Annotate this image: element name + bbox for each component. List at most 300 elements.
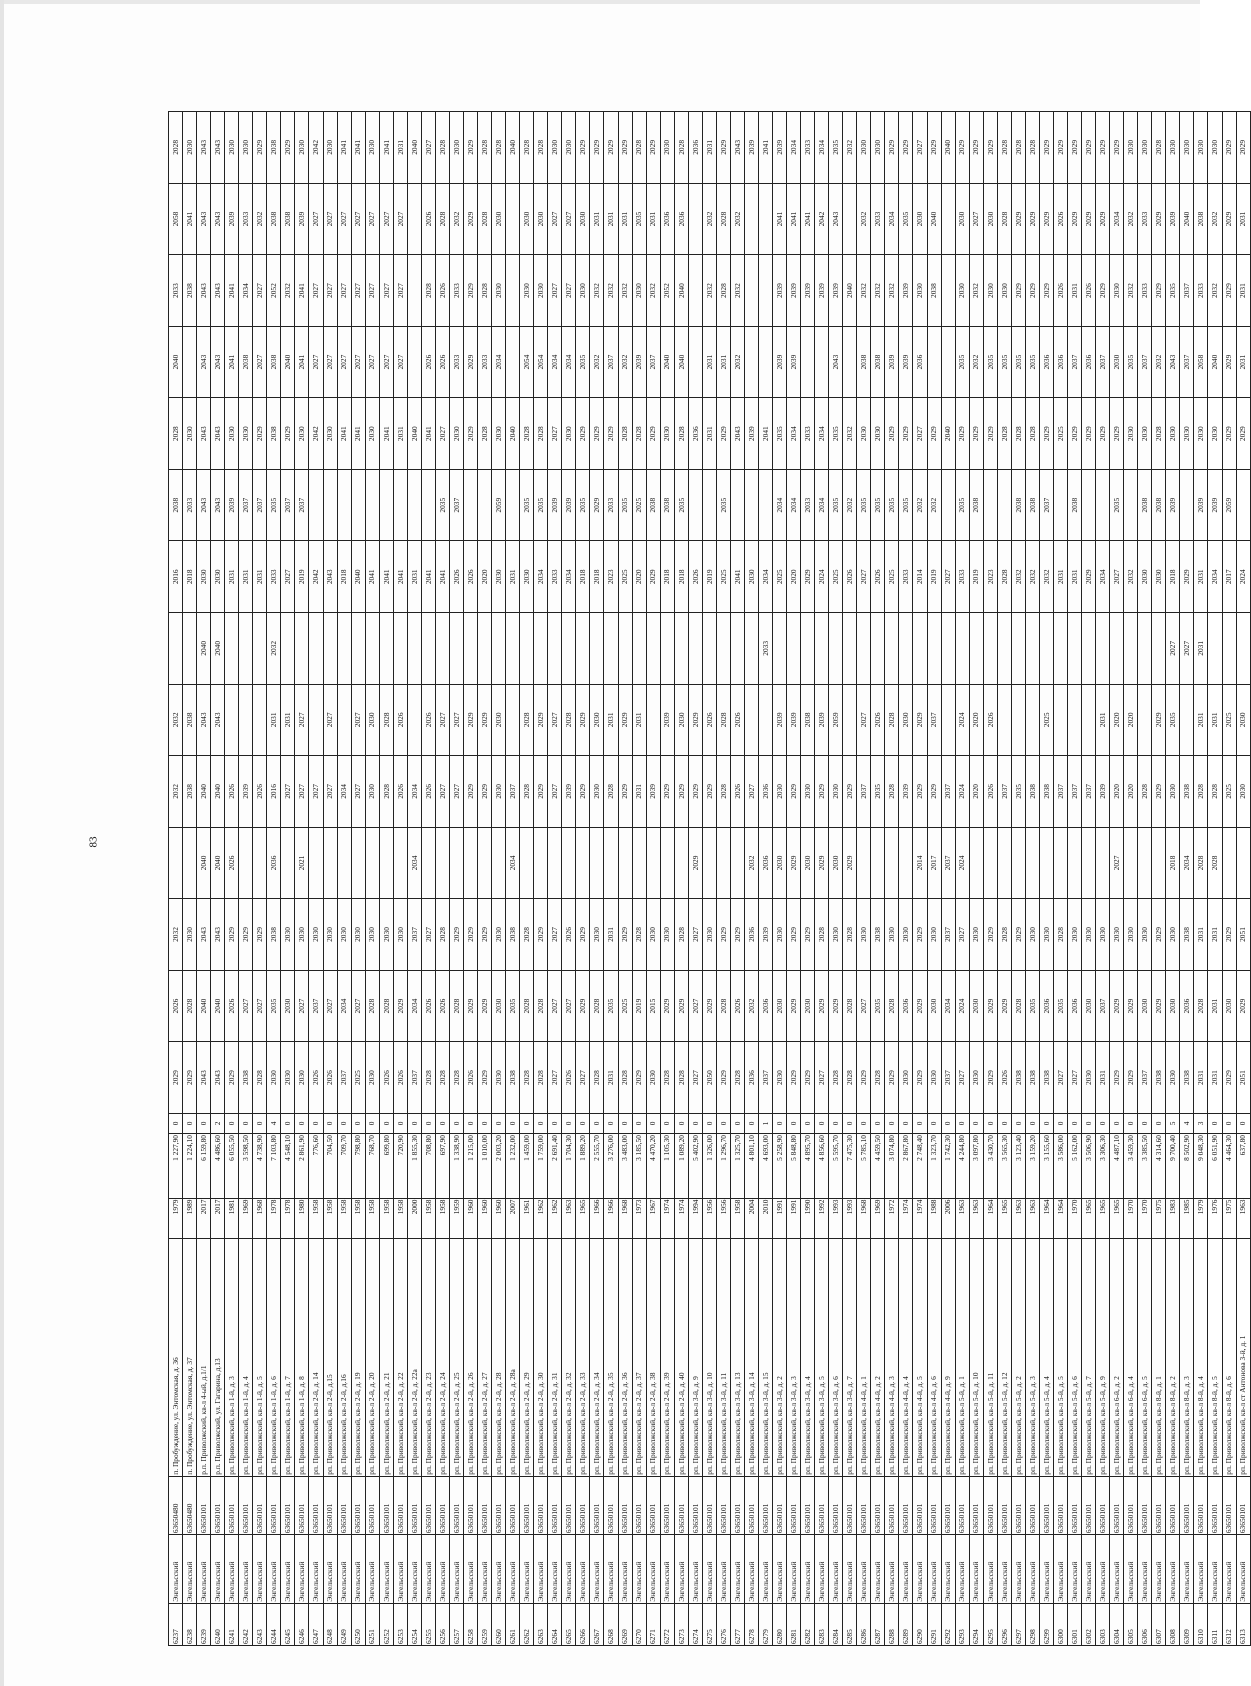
cell-year: 1959	[449, 1198, 463, 1238]
cell-district: Энгельсский	[716, 1535, 730, 1604]
cell-district: Энгельсский	[660, 1535, 674, 1604]
cell-y5: 2039	[239, 756, 253, 828]
cell-y6: 2039	[787, 684, 801, 756]
cell-year: 1967	[646, 1198, 660, 1238]
page-number: 83	[87, 836, 100, 848]
cell-address: рп. Приволжский, кв-л 5-й, д. 4	[1039, 1238, 1053, 1476]
cell-y2: 2015	[646, 970, 660, 1042]
cell-code: 63650101	[1025, 1476, 1039, 1534]
cell-area: 708,80	[421, 1134, 435, 1199]
cell-floors: 0	[351, 1113, 365, 1133]
cell-y8: 2020	[478, 541, 492, 613]
table-row	[211, 112, 225, 1646]
table-row	[309, 112, 323, 1646]
cell-y7	[843, 613, 857, 685]
cell-y11: 2035	[576, 326, 590, 398]
cell-y4	[1039, 827, 1053, 899]
cell-year: 1958	[730, 1198, 744, 1238]
cell-y7	[1138, 613, 1152, 685]
cell-floors: 0	[1124, 1113, 1138, 1133]
cell-y6: 2039	[815, 684, 829, 756]
cell-y5: 2024	[955, 756, 969, 828]
cell-y2: 2025	[618, 970, 632, 1042]
cell-y5: 2036	[758, 756, 772, 828]
cell-y14: 2042	[309, 112, 323, 184]
table-row	[323, 112, 337, 1646]
cell-y10: 2029	[1236, 398, 1250, 470]
cell-y2: 2019	[632, 970, 646, 1042]
cell-id: 6252	[379, 1603, 393, 1645]
cell-year: 1964	[1039, 1198, 1053, 1238]
cell-y14: 2027	[421, 112, 435, 184]
cell-floors: 0	[1208, 1113, 1222, 1133]
cell-y10: 2030	[365, 398, 379, 470]
cell-district: Энгельсский	[520, 1535, 534, 1604]
cell-y2: 2029	[463, 970, 477, 1042]
cell-y4	[1025, 827, 1039, 899]
cell-y11	[688, 326, 702, 398]
cell-y6: 2030	[492, 684, 506, 756]
cell-area: 2 861,90	[295, 1134, 309, 1199]
cell-y7	[913, 613, 927, 685]
cell-y12: 2031	[1236, 255, 1250, 327]
table-row	[787, 112, 801, 1646]
cell-y4	[632, 827, 646, 899]
cell-y2: 2026	[730, 970, 744, 1042]
cell-y3: 2030	[927, 899, 941, 971]
cell-id: 6272	[660, 1603, 674, 1645]
cell-address: рп. Приволжский, кв-л 2-й, д. 28	[492, 1238, 506, 1476]
cell-y8: 2040	[351, 541, 365, 613]
cell-y1: 2028	[534, 1042, 548, 1114]
cell-area: 697,90	[435, 1134, 449, 1199]
cell-y8: 2018	[590, 541, 604, 613]
cell-address: рп. Приволжский, кв-л 6-й, д. 2	[1110, 1238, 1124, 1476]
cell-y4	[1124, 827, 1138, 899]
cell-y8: 2014	[913, 541, 927, 613]
cell-code: 63650480	[183, 1476, 197, 1534]
cell-y6: 2035	[1166, 684, 1180, 756]
cell-y9: 2034	[815, 469, 829, 541]
cell-y10: 2027	[435, 398, 449, 470]
cell-y3: 2029	[1222, 899, 1236, 971]
cell-y8: 2019	[702, 541, 716, 613]
cell-y5: 2030	[492, 756, 506, 828]
cell-y10: 2029	[927, 398, 941, 470]
table-row	[969, 112, 983, 1646]
cell-floors: 0	[506, 1113, 520, 1133]
cell-y9	[983, 469, 997, 541]
cell-y14: 2029	[576, 112, 590, 184]
cell-district: Энгельсский	[435, 1535, 449, 1604]
cell-y5: 2028	[1138, 756, 1152, 828]
cell-y4: 2026	[225, 827, 239, 899]
table-row	[716, 112, 730, 1646]
cell-y9: 2033	[801, 469, 815, 541]
table-row	[871, 112, 885, 1646]
cell-code: 63650101	[1208, 1476, 1222, 1534]
cell-y13: 2043	[197, 183, 211, 255]
cell-id: 6256	[435, 1603, 449, 1645]
cell-y6	[407, 684, 421, 756]
cell-y12: 2027	[253, 255, 267, 327]
cell-y6: 2038	[801, 684, 815, 756]
scan-edge-left	[0, 0, 4, 1686]
cell-floors: 0	[829, 1113, 843, 1133]
cell-code: 63650101	[492, 1476, 506, 1534]
cell-floors: 0	[478, 1113, 492, 1133]
cell-y11: 2043	[1166, 326, 1180, 398]
cell-y12: 2032	[730, 255, 744, 327]
cell-y1: 2026	[379, 1042, 393, 1114]
cell-address: рп. Приволжский, кв-л 3-й, д. 7	[843, 1238, 857, 1476]
cell-y13: 2030	[492, 183, 506, 255]
cell-y9: 2038	[1011, 469, 1025, 541]
cell-y1: 2030	[281, 1042, 295, 1114]
cell-y6: 2027	[323, 684, 337, 756]
cell-y10: 2040	[506, 398, 520, 470]
cell-y8: 2027	[1110, 541, 1124, 613]
cell-y6: 2029	[534, 684, 548, 756]
cell-y4	[576, 827, 590, 899]
cell-area: 637,80	[1236, 1134, 1250, 1199]
cell-y7	[407, 613, 421, 685]
cell-y8: 2031	[1053, 541, 1067, 613]
cell-y7	[815, 613, 829, 685]
cell-y5: 2029	[576, 756, 590, 828]
cell-y7	[351, 613, 365, 685]
cell-district: Энгельсский	[927, 1535, 941, 1604]
cell-id: 6293	[955, 1603, 969, 1645]
cell-y7	[829, 613, 843, 685]
cell-y13: 2033	[1138, 183, 1152, 255]
cell-y3: 2030	[969, 899, 983, 971]
table-row	[899, 112, 913, 1646]
cell-district: Энгельсский	[815, 1535, 829, 1604]
cell-address: рп. Приволжский, кв-л 3-й, д. 14	[744, 1238, 758, 1476]
cell-y4	[435, 827, 449, 899]
cell-y9: 2035	[674, 469, 688, 541]
cell-area: 4 459,50	[871, 1134, 885, 1199]
cell-district: Энгельсский	[1096, 1535, 1110, 1604]
cell-address: рп. Приволжский, кв-л 3-й, д. 9	[688, 1238, 702, 1476]
cell-id: 6310	[1194, 1603, 1208, 1645]
cell-y8: 2031	[253, 541, 267, 613]
cell-y13: 2027	[379, 183, 393, 255]
cell-address: рп. Приволжский, кв-л 3-й, д. 15	[758, 1238, 772, 1476]
table-row	[1110, 112, 1124, 1646]
cell-y1: 2028	[730, 1042, 744, 1114]
cell-y3: 2030	[1138, 899, 1152, 971]
cell-y11	[407, 326, 421, 398]
cell-y2: 2027	[562, 970, 576, 1042]
table-row	[604, 112, 618, 1646]
cell-district: Энгельсский	[674, 1535, 688, 1604]
cell-y14: 2034	[787, 112, 801, 184]
cell-y11	[815, 326, 829, 398]
cell-y6: 2029	[688, 684, 702, 756]
cell-y14: 2030	[365, 112, 379, 184]
cell-address: рп. Приволжский, кв-л 4-й, д. 1	[857, 1238, 871, 1476]
table-row	[534, 112, 548, 1646]
cell-code: 63650101	[674, 1476, 688, 1534]
cell-code: 63650101	[955, 1476, 969, 1534]
cell-y11: 2043	[211, 326, 225, 398]
cell-y8: 2034	[562, 541, 576, 613]
cell-year: 2017	[197, 1198, 211, 1238]
table-row	[618, 112, 632, 1646]
cell-y13: 2032	[702, 183, 716, 255]
cell-code: 63650101	[520, 1476, 534, 1534]
cell-y4	[871, 827, 885, 899]
cell-y3: 2030	[646, 899, 660, 971]
cell-y4	[449, 827, 463, 899]
cell-id: 6288	[885, 1603, 899, 1645]
table-row	[1096, 112, 1110, 1646]
cell-y8: 2029	[801, 541, 815, 613]
cell-y7	[1236, 613, 1250, 685]
cell-y4: 2028	[1194, 827, 1208, 899]
cell-y1: 2030	[267, 1042, 281, 1114]
cell-y5: 2027	[281, 756, 295, 828]
cell-year: 1970	[1124, 1198, 1138, 1238]
cell-address: рп. Приволжский, кв-л 8-й, д. 3	[1180, 1238, 1194, 1476]
cell-district: Энгельсский	[702, 1535, 716, 1604]
cell-area: 1 296,70	[716, 1134, 730, 1199]
cell-y6: 2027	[548, 684, 562, 756]
cell-id: 6290	[913, 1603, 927, 1645]
cell-code: 63650101	[1180, 1476, 1194, 1534]
cell-y12	[941, 255, 955, 327]
cell-y7	[1025, 613, 1039, 685]
cell-y12: 2030	[955, 255, 969, 327]
cell-district: Энгельсский	[1138, 1535, 1152, 1604]
cell-floors: 0	[955, 1113, 969, 1133]
cell-code: 63650101	[843, 1476, 857, 1534]
cell-y2: 2034	[337, 970, 351, 1042]
cell-y9: 2034	[773, 469, 787, 541]
cell-y10: 2030	[562, 398, 576, 470]
cell-y9	[379, 469, 393, 541]
cell-y8: 2032	[1025, 541, 1039, 613]
cell-id: 6270	[632, 1603, 646, 1645]
cell-year: 1983	[1166, 1198, 1180, 1238]
cell-y10: 2041	[758, 398, 772, 470]
cell-y4	[548, 827, 562, 899]
cell-y9: 2037	[1039, 469, 1053, 541]
cell-y1: 2030	[646, 1042, 660, 1114]
table-row	[674, 112, 688, 1646]
cell-year: 1958	[421, 1198, 435, 1238]
cell-y5: 2026	[225, 756, 239, 828]
cell-y9	[421, 469, 435, 541]
cell-y6: 2027	[857, 684, 871, 756]
cell-y4: 2029	[688, 827, 702, 899]
cell-floors: 0	[885, 1113, 899, 1133]
cell-y13: 2038	[281, 183, 295, 255]
cell-y3: 2028	[674, 899, 688, 971]
cell-y6: 2059	[829, 684, 843, 756]
cell-y12	[407, 255, 421, 327]
cell-y2: 2035	[267, 970, 281, 1042]
cell-y11: 2035	[997, 326, 1011, 398]
cell-address: рп. Приволжский, кв-л 2-й, д. 27	[478, 1238, 492, 1476]
cell-y12: 2032	[1208, 255, 1222, 327]
cell-y5: 2020	[1124, 756, 1138, 828]
cell-y11: 2027	[323, 326, 337, 398]
cell-address: рп. Приволжский, кв-л 3-й, д. 4	[801, 1238, 815, 1476]
cell-address: рп. Приволжский, кв-л 2-й, д. 20	[365, 1238, 379, 1476]
cell-y11: 2033	[478, 326, 492, 398]
cell-y6: 2026	[871, 684, 885, 756]
cell-y10: 2040	[941, 398, 955, 470]
cell-y1: 2036	[744, 1042, 758, 1114]
cell-code: 63650101	[267, 1476, 281, 1534]
cell-y5: 2029	[618, 756, 632, 828]
cell-id: 6238	[183, 1603, 197, 1645]
cell-year: 1966	[604, 1198, 618, 1238]
cell-code: 63650480	[169, 1476, 183, 1534]
cell-y9: 2038	[646, 469, 660, 541]
cell-floors: 0	[562, 1113, 576, 1133]
cell-y4: 2030	[829, 827, 843, 899]
cell-y14: 2039	[744, 112, 758, 184]
cell-y11: 2035	[1025, 326, 1039, 398]
cell-y4	[1152, 827, 1166, 899]
cell-y11: 2031	[1236, 326, 1250, 398]
cell-address: рп. Приволжский, кв-л 2-й, д. 34	[590, 1238, 604, 1476]
cell-y8: 2029	[1180, 541, 1194, 613]
cell-district: Энгельсский	[534, 1535, 548, 1604]
cell-y10: 2030	[857, 398, 871, 470]
table-row	[506, 112, 520, 1646]
cell-y3: 2051	[1236, 899, 1250, 971]
cell-id: 6292	[941, 1603, 955, 1645]
cell-y1: 2029	[225, 1042, 239, 1114]
cell-area: 2 691,40	[548, 1134, 562, 1199]
cell-y2: 2024	[955, 970, 969, 1042]
cell-y1: 2029	[857, 1042, 871, 1114]
cell-y4	[899, 827, 913, 899]
cell-address: р.п. Приволжский, кв-л 4-ый, д.1/1	[197, 1238, 211, 1476]
cell-y11: 2040	[660, 326, 674, 398]
cell-area: 1 326,00	[702, 1134, 716, 1199]
cell-y14: 2041	[337, 112, 351, 184]
cell-y3: 2030	[1124, 899, 1138, 971]
cell-y13: 2030	[913, 183, 927, 255]
cell-y11	[927, 326, 941, 398]
cell-y9	[1180, 469, 1194, 541]
table-row	[253, 112, 267, 1646]
cell-floors: 0	[1025, 1113, 1039, 1133]
cell-floors: 0	[197, 1113, 211, 1133]
cell-year: 1961	[520, 1198, 534, 1238]
cell-y1: 2028	[435, 1042, 449, 1114]
cell-district: Энгельсский	[955, 1535, 969, 1604]
cell-year: 1973	[632, 1198, 646, 1238]
cell-y9	[688, 469, 702, 541]
cell-y5: 2026	[421, 756, 435, 828]
cell-y13: 2031	[646, 183, 660, 255]
cell-y3: 2030	[365, 899, 379, 971]
cell-y13: 2039	[1166, 183, 1180, 255]
cell-address: рп. Приволжский, кв-л 4-й, д. 2	[871, 1238, 885, 1476]
cell-area: 1 224,10	[183, 1134, 197, 1199]
cell-district: Энгельсский	[857, 1535, 871, 1604]
cell-district: Энгельсский	[169, 1535, 183, 1604]
table-row	[660, 112, 674, 1646]
cell-y11: 2041	[225, 326, 239, 398]
cell-y7: 2032	[267, 613, 281, 685]
cell-y6: 2031	[632, 684, 646, 756]
cell-y7	[618, 613, 632, 685]
cell-floors: 0	[169, 1113, 183, 1133]
cell-y8: 2018	[183, 541, 197, 613]
cell-y5: 2027	[548, 756, 562, 828]
cell-y13: 2039	[225, 183, 239, 255]
cell-district: Энгельсский	[1166, 1535, 1180, 1604]
cell-y11: 2035	[1124, 326, 1138, 398]
cell-y9: 2038	[1025, 469, 1039, 541]
cell-y10: 2028	[997, 398, 1011, 470]
cell-y8: 2033	[899, 541, 913, 613]
cell-y5: 2029	[688, 756, 702, 828]
cell-y10: 2030	[1194, 398, 1208, 470]
cell-year: 1958	[379, 1198, 393, 1238]
table-row	[169, 112, 183, 1646]
cell-y11: 2027	[379, 326, 393, 398]
cell-y11: 2035	[955, 326, 969, 398]
cell-y8: 2029	[646, 541, 660, 613]
cell-code: 63650101	[941, 1476, 955, 1534]
cell-y5: 2028	[1208, 756, 1222, 828]
cell-y4: 2036	[758, 827, 772, 899]
cell-y14: 2043	[211, 112, 225, 184]
cell-area: 6 055,50	[225, 1134, 239, 1199]
cell-district: Энгельсский	[1222, 1535, 1236, 1604]
register-table	[168, 111, 1251, 1646]
cell-y3: 2031	[1208, 899, 1222, 971]
table-row	[1222, 112, 1236, 1646]
cell-y1: 2027	[1053, 1042, 1067, 1114]
cell-code: 63650101	[239, 1476, 253, 1534]
cell-address: рп. Приволжский, кв-л 4-й, д. 5	[913, 1238, 927, 1476]
cell-area: 1 323,70	[927, 1134, 941, 1199]
cell-y5: 2027	[309, 756, 323, 828]
cell-y8: 2019	[295, 541, 309, 613]
cell-y6	[1068, 684, 1082, 756]
cell-floors: 5	[1166, 1113, 1180, 1133]
cell-area: 9 700,40	[1166, 1134, 1180, 1199]
cell-code: 63650101	[1039, 1476, 1053, 1534]
cell-y3: 2030	[1039, 899, 1053, 971]
table-row	[632, 112, 646, 1646]
cell-y2: 2027	[295, 970, 309, 1042]
cell-y14: 2028	[997, 112, 1011, 184]
cell-floors: 0	[1236, 1113, 1250, 1133]
cell-y8: 2020	[632, 541, 646, 613]
cell-code: 63650101	[716, 1476, 730, 1534]
cell-y7	[1096, 613, 1110, 685]
cell-y1: 2037	[407, 1042, 421, 1114]
cell-y5: 2029	[463, 756, 477, 828]
cell-y2: 2028	[365, 970, 379, 1042]
cell-y5: 2028	[716, 756, 730, 828]
cell-y12: 2043	[211, 255, 225, 327]
cell-y6: 2038	[183, 684, 197, 756]
cell-id: 6253	[393, 1603, 407, 1645]
cell-area: 2 867,80	[899, 1134, 913, 1199]
